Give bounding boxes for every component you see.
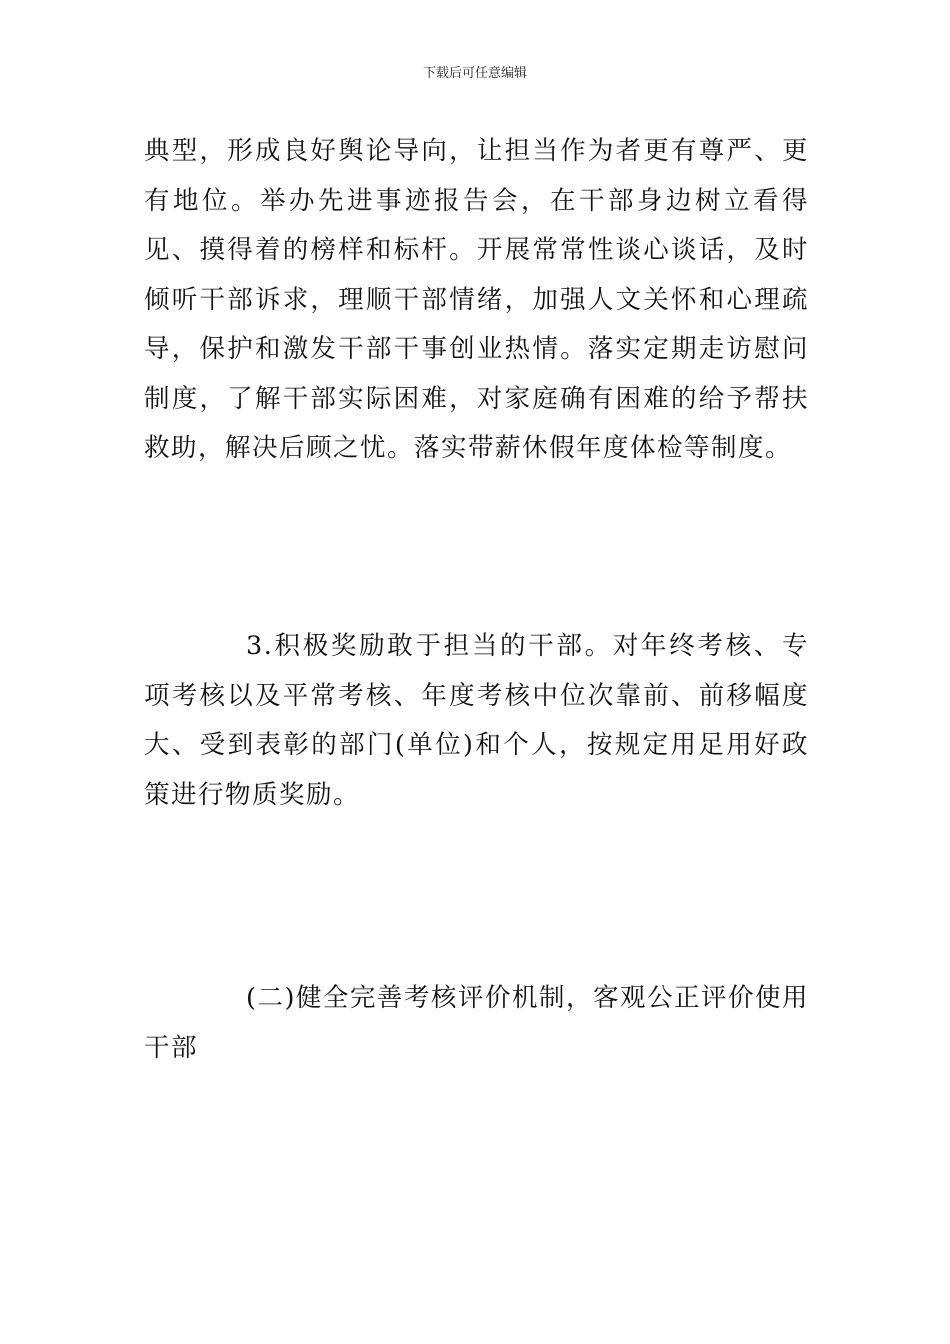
- page-header-note: 下载后可任意编辑: [422, 66, 527, 81]
- body-paragraph-continuation: 典型，形成良好舆论导向，让担当作为者更有尊严、更有地位。举办先进事迹报告会，在干部身边树立看得见、摸得着的榜样和标杆。开展常常性谈心谈话，及时倾听干部诉求，理顺干部情绪，加强人文关怀和心理疏导，保护和激发干部干事创业热情。落实定期走访慰问制度，了解干部实际困难，对家庭确有困难的给予帮扶救助，解决后顾之忧。落实带薪休假年度体检等制度。: [144, 136, 809, 463]
- section-heading-2: (二)健全完善考核评价机制，客观公正评价使用干部: [144, 983, 809, 1063]
- body-paragraph-item-3: 3.积极奖励敢于担当的干部。对年终考核、专项考核以及平常考核、年度考核中位次靠前、前移幅度大、受到表彰的部门(单位)和个人，按规定用足用好政策进行物质奖励。: [144, 631, 809, 810]
